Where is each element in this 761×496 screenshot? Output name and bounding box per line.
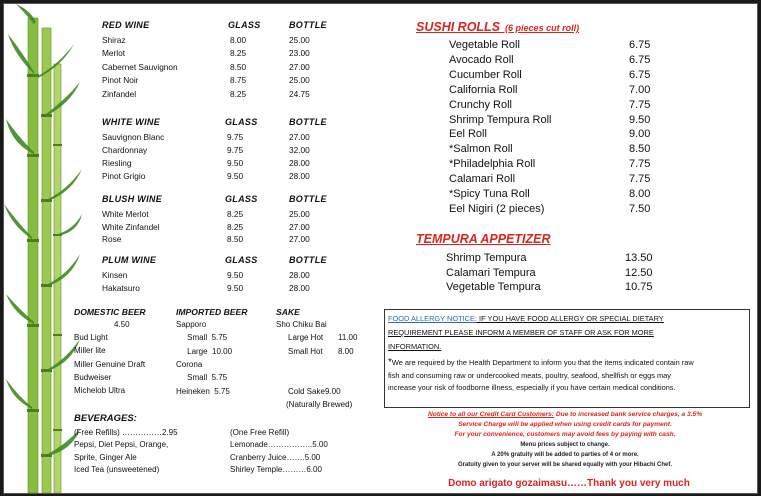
- sushi-roll-name: Crunchy Roll: [449, 98, 512, 111]
- wine-bottle-price: 27.00: [289, 221, 310, 232]
- wine-name: Pinot Noir: [102, 75, 139, 86]
- tempura-price: 13.50: [625, 252, 653, 264]
- wine-glass-price: 9.50: [227, 171, 244, 181]
- red-wine-title: RED WINE: [102, 20, 150, 30]
- notice-line-1: Due to increased bank service charges, a 3.5%: [553, 411, 703, 418]
- imported-beer-line: Sapporo: [176, 320, 207, 329]
- sushi-roll-name: Vegetable Roll: [449, 39, 520, 51]
- allergy-line-1: IF YOU HAVE FOOD ALLERGY OR SPECIAL DIETARY: [476, 314, 664, 323]
- sushi-roll-price: 7.75: [629, 98, 651, 111]
- wine-glass-price: 9.50: [227, 270, 244, 280]
- allergy-body-3: increase your risk of foodborne illness, especially if you have certain medical conditions.: [388, 383, 676, 393]
- wine-glass-price: 8.25: [230, 88, 247, 99]
- sushi-roll-price: 9.50: [629, 113, 651, 126]
- plum-wine-bottle-header: BOTTLE: [289, 255, 327, 265]
- sushi-roll-price: 8.50: [629, 143, 651, 156]
- plum-wine-title: PLUM WINE: [102, 255, 157, 265]
- wine-glass-price: 8.75: [230, 75, 247, 86]
- allergy-line-3: INFORMATION.: [388, 341, 442, 351]
- beverages-title: BEVERAGES:: [74, 413, 137, 424]
- wine-bottle-price: 25.00: [289, 209, 310, 219]
- imported-beer-line: Corona: [176, 359, 203, 369]
- sushi-subtitle: (6 pieces cut roll): [500, 23, 580, 33]
- wine-bottle-price: 25.00: [289, 75, 310, 86]
- sushi-roll-price: 7.75: [629, 158, 651, 171]
- imported-beer-line: Large 10.00: [176, 346, 233, 356]
- domestic-beer-item: Miller lite: [74, 346, 106, 356]
- sushi-roll-name: *Salmon Roll: [449, 143, 513, 156]
- wine-bottle-price: 27.00: [289, 132, 310, 142]
- blush-wine-glass-header: GLASS: [225, 194, 258, 204]
- tempura-price: 12.50: [625, 266, 653, 279]
- tempura-title: TEMPURA APPETIZER: [416, 232, 551, 246]
- sushi-roll-name: California Roll: [449, 83, 518, 96]
- wine-glass-price: 8.25: [227, 221, 244, 232]
- wine-glass-price: 8.25: [230, 48, 247, 59]
- sushi-roll-price: 7.50: [629, 202, 651, 215]
- sake-line: (Naturally Brewed): [286, 399, 353, 409]
- wine-name: Chardonnay: [102, 145, 148, 155]
- bamboo-illustration: [4, 4, 84, 493]
- wine-bottle-price: 27.00: [289, 234, 310, 244]
- wine-name: Pinot Grigio: [102, 171, 146, 181]
- sushi-roll-price: 8.00: [629, 188, 651, 200]
- asterisk-mark: *: [388, 357, 392, 369]
- sushi-roll-price: 6.75: [629, 68, 651, 81]
- sushi-roll-name: Eel Nigiri (2 pieces): [449, 202, 545, 215]
- wine-name: Riesling: [102, 158, 132, 168]
- imported-beer-title: IMPORTED BEER: [176, 307, 248, 317]
- allergy-body-2: fish and consuming raw or undercooked meats, poultry, seafood, shellfish or eggs may: [388, 370, 671, 380]
- notice-line-6: Gratuity given to your server will be shared equally with your Hibachi Chef.: [457, 462, 673, 468]
- domestic-beer-title: DOMESTIC BEER: [74, 307, 146, 317]
- beverage-item: Shirley Temple………6.00: [230, 464, 322, 474]
- notice-line-5: A 20% gratuity will be added to parties of 4 or more.: [491, 452, 639, 458]
- wine-name: Cabernet Sauvignon: [102, 61, 178, 72]
- red-wine-glass-header: GLASS: [228, 20, 261, 30]
- sushi-roll-name: *Philadelphia Roll: [449, 158, 536, 171]
- sake-title: SAKE: [276, 307, 300, 317]
- blush-wine-title: BLUSH WINE: [102, 194, 162, 204]
- sake-line: Large Hot: [288, 333, 324, 343]
- beverage-item: Cranberry Juice…….5.00: [230, 452, 321, 462]
- sushi-title: [416, 20, 579, 34]
- wine-name: Sauvignon Blanc: [102, 132, 165, 142]
- sake-line: Sho Chiku Bai: [276, 320, 327, 329]
- sushi-roll-name: Avocado Roll: [449, 53, 514, 66]
- imported-beer-line: Small 5.75: [176, 333, 228, 343]
- domestic-beer-item: Bud Light: [74, 333, 108, 342]
- wine-bottle-price: 32.00: [289, 145, 310, 155]
- beverage-item: Pepsi, Diet Pepsi, Orange,: [74, 440, 169, 450]
- sushi-roll-name: Cucumber Roll: [449, 68, 522, 81]
- wine-name: Rose: [102, 234, 122, 244]
- sushi-roll-price: 9.00: [629, 128, 651, 141]
- white-wine-bottle-header: BOTTLE: [289, 117, 327, 127]
- wine-bottle-price: 28.00: [289, 158, 310, 168]
- sake-price: 11.00: [338, 333, 358, 343]
- white-wine-glass-header: GLASS: [225, 117, 258, 127]
- wine-name: White Merlot: [102, 209, 149, 219]
- wine-name: Hakatsuro: [102, 282, 140, 293]
- food-allergy-notice: [384, 309, 750, 408]
- tempura-price: 10.75: [625, 281, 653, 293]
- wine-glass-price: 9.50: [227, 158, 244, 168]
- white-wine-title: WHITE WINE: [102, 117, 160, 127]
- wine-glass-price: 9.50: [227, 282, 244, 293]
- sake-price: 9.00: [325, 386, 341, 396]
- wine-glass-price: 8.50: [227, 234, 244, 244]
- notice-line-4: Menu prices subject to change.: [520, 442, 610, 448]
- notice-lead: Notice to all our Credit Card Customers:: [427, 411, 554, 418]
- sushi-roll-price: 7.00: [629, 83, 651, 96]
- sake-line: Cold Sake: [288, 386, 325, 396]
- sushi-roll-name: *Spicy Tuna Roll: [449, 188, 530, 200]
- wine-glass-price: 9.75: [227, 132, 244, 142]
- wine-glass-price: 8.25: [227, 209, 244, 219]
- domestic-beer-price: 4.50: [114, 320, 130, 329]
- wine-name: Merlot: [102, 48, 126, 59]
- closing-thanks: Domo arigato gozaimasu……Thank you very much: [448, 478, 690, 489]
- wine-name: Shiraz: [102, 35, 126, 45]
- domestic-beer-item: Miller Genuine Draft: [74, 359, 146, 369]
- sushi-roll-name: Calamari Roll: [449, 173, 516, 186]
- sushi-roll-name: Shrimp Tempura Roll: [449, 113, 552, 126]
- tempura-name: Calamari Tempura: [446, 266, 536, 279]
- wine-name: White Zinfandel: [102, 221, 160, 232]
- wine-bottle-price: 23.00: [289, 48, 310, 59]
- allergy-heading: FOOD ALLERGY NOTICE:: [388, 314, 477, 323]
- wine-bottle-price: 28.00: [289, 270, 310, 280]
- wine-name: Kinsen: [102, 270, 128, 280]
- sushi-roll-name: Eel Roll: [449, 128, 487, 141]
- domestic-beer-item: Budweiser: [74, 372, 112, 382]
- wine-bottle-price: 28.00: [289, 282, 310, 293]
- red-wine-bottle-header: BOTTLE: [289, 20, 327, 30]
- beverage-item: Sprite, Ginger Ale: [74, 452, 137, 462]
- imported-beer-line: Heineken 5.75: [176, 386, 230, 396]
- sake-price: 8.00: [338, 346, 354, 356]
- sushi-roll-price: 7.75: [629, 173, 651, 186]
- notice-line-3: For your convenience, customers may avoid fees by paying with cash.: [454, 431, 676, 438]
- wine-bottle-price: 24.75: [289, 88, 310, 99]
- wine-name: Zinfandel: [102, 88, 137, 99]
- allergy-line-2: REQUIREMENT PLEASE INFORM A MEMBER OF STAFF OR ASK FOR MORE: [388, 327, 654, 337]
- beverage-item: (One Free Refill): [230, 428, 290, 437]
- blush-wine-bottle-header: BOTTLE: [289, 194, 327, 204]
- tempura-name: Shrimp Tempura: [446, 252, 527, 264]
- beverage-item: (Free Refills) ……………2.95: [74, 428, 178, 437]
- wine-bottle-price: 27.00: [289, 61, 310, 72]
- tempura-name: Vegetable Tempura: [446, 281, 541, 293]
- allergy-body-1: We are required by the Health Department to inform you that the items indicated contain raw: [391, 358, 694, 368]
- sake-line: Small Hot: [288, 346, 323, 356]
- imported-beer-line: Small 5.75: [176, 373, 228, 383]
- wine-glass-price: 8.00: [230, 35, 247, 45]
- plum-wine-glass-header: GLASS: [225, 255, 258, 265]
- wine-glass-price: 8.50: [230, 61, 247, 72]
- menu-page: [3, 3, 758, 494]
- sushi-roll-price: 6.75: [629, 53, 651, 66]
- credit-card-notice: [390, 410, 740, 470]
- wine-glass-price: 9.75: [227, 145, 244, 155]
- sushi-roll-price: 6.75: [629, 39, 651, 51]
- beverage-item: Iced Tea (unsweetened): [74, 464, 160, 474]
- notice-line-2: Service Charge will be applied when using credit cards for payment.: [458, 421, 672, 428]
- beverage-item: Lemonade……………..5.00: [230, 440, 328, 450]
- wine-bottle-price: 25.00: [289, 35, 310, 45]
- domestic-beer-item: Michelob Ultra: [74, 386, 126, 396]
- wine-bottle-price: 28.00: [289, 171, 310, 181]
- sushi-title-text: SUSHI ROLLS: [416, 20, 501, 34]
